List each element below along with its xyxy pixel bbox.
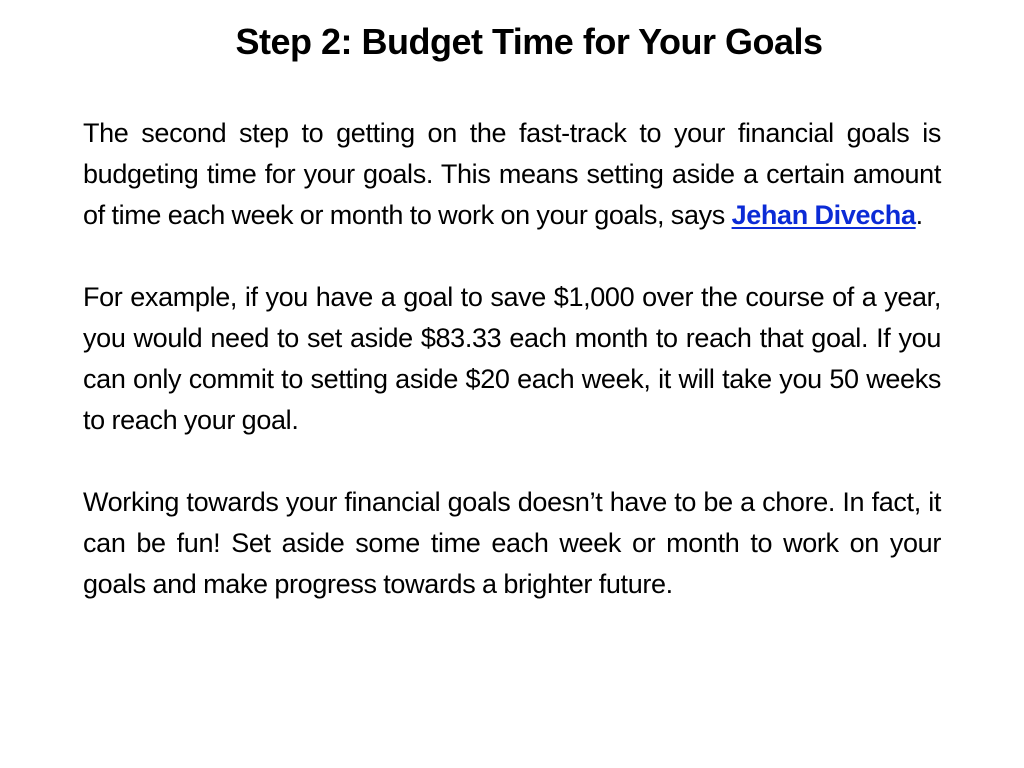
author-link[interactable]: Jehan Divecha bbox=[731, 200, 916, 230]
slide-title: Step 2: Budget Time for Your Goals bbox=[235, 21, 823, 62]
paragraph-3: Working towards your financial goals doesn’t have to be a chore. In fact, it can be fun! Set aside some time each week or month to work on your goals and make progress towards a brighter future. bbox=[83, 487, 941, 599]
paragraph-1-text-before-link: The second step to getting on the fast-track to your financial goals is budgeting time for your goals. This means setting aside a certain amount of time each week or month to work on your goals, says bbox=[83, 118, 941, 230]
paragraph-2: For example, if you have a goal to save $1,000 over the course of a year, you would need to set aside $83.33 each month to reach that goal. If you can only commit to setting aside $20 each week, it will take you 50 weeks to reach your goal. bbox=[83, 282, 941, 435]
paragraph-1 bbox=[83, 113, 941, 236]
paragraph-1-text-after-link: . bbox=[915, 200, 923, 230]
slide-body bbox=[83, 113, 941, 605]
